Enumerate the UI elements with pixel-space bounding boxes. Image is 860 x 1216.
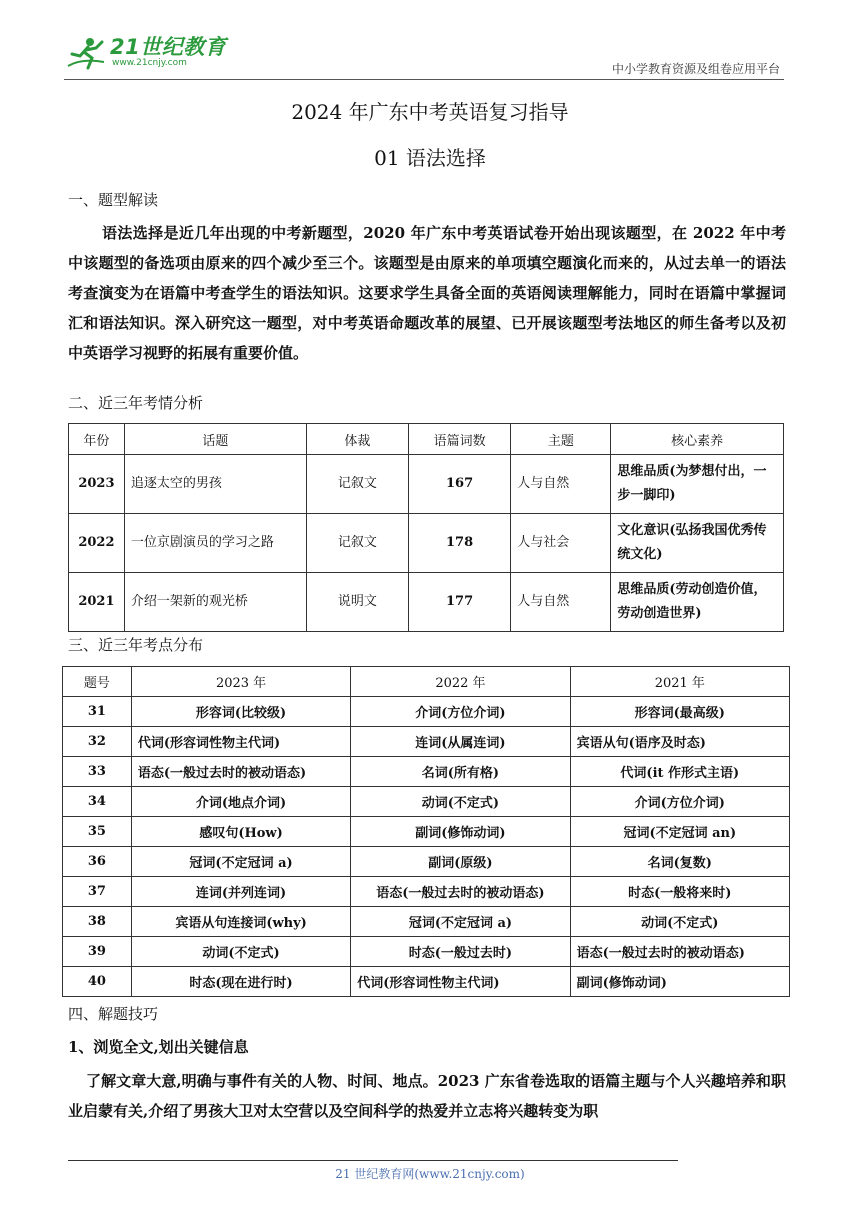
footer-text: 21 世纪教育网(www.21cnjy.com) xyxy=(335,1167,525,1181)
header-topic: 话题 xyxy=(124,424,306,455)
table-row xyxy=(69,455,784,514)
cell-2023: 形容词(比较级) xyxy=(131,697,350,727)
cell-literacy: 思维品质(劳动创造价值，劳动创造世界) xyxy=(611,573,784,632)
table-row xyxy=(69,514,784,573)
header-literacy: 核心素养 xyxy=(611,424,784,455)
cell-2022: 冠词(不定冠词 a) xyxy=(351,907,570,937)
header-divider xyxy=(64,79,784,80)
cell-year: 2023 xyxy=(69,455,125,514)
site-logo xyxy=(64,36,226,76)
header-2021: 2021 年 xyxy=(570,667,789,697)
cell-genre: 记叙文 xyxy=(306,455,408,514)
section-1-heading: 一、题型解读 xyxy=(68,191,159,209)
cell-2022: 语态(一般过去时的被动语态) xyxy=(351,877,570,907)
cell-num: 31 xyxy=(63,697,132,727)
cell-2022: 副词(修饰动词) xyxy=(351,817,570,847)
table-row xyxy=(63,877,790,907)
section-4-paragraph: 了解文章大意,明确与事件有关的人物、时间、地点。2023 广东省卷选取的语篇主题与个人兴趣培养和职业启蒙有关,介绍了男孩大卫对太空营以及空间科学的热爱并立志将兴趣转变为职 xyxy=(68,1072,786,1120)
cell-2021: 代词(it 作形式主语) xyxy=(570,757,789,787)
cell-topic: 一位京剧演员的学习之路 xyxy=(124,514,306,573)
cell-genre: 说明文 xyxy=(306,573,408,632)
cell-num: 37 xyxy=(63,877,132,907)
logo-main-text: 21世纪教育 xyxy=(110,35,227,59)
cell-2023: 宾语从句连接词(why) xyxy=(131,907,350,937)
table-row xyxy=(63,967,790,997)
cell-topic: 追逐太空的男孩 xyxy=(124,455,306,514)
table-row xyxy=(63,817,790,847)
cell-2023: 介词(地点介词) xyxy=(131,787,350,817)
cell-words: 178 xyxy=(408,514,510,573)
cell-literacy: 文化意识(弘扬我国优秀传统文化) xyxy=(611,514,784,573)
exam-points-table xyxy=(62,666,790,997)
cell-2021: 副词(修饰动词) xyxy=(570,967,789,997)
table-row xyxy=(63,907,790,937)
document-title: 2024 年广东中考英语复习指导 xyxy=(291,100,569,124)
cell-2023: 连词(并列连词) xyxy=(131,877,350,907)
table-row xyxy=(63,847,790,877)
cell-words: 167 xyxy=(408,455,510,514)
cell-2022: 时态(一般过去时) xyxy=(351,937,570,967)
section-2-heading: 二、近三年考情分析 xyxy=(68,394,204,412)
cell-num: 38 xyxy=(63,907,132,937)
header-2022: 2022 年 xyxy=(351,667,570,697)
table-header-row xyxy=(63,667,790,697)
cell-2022: 介词(方位介词) xyxy=(351,697,570,727)
runner-logo-icon xyxy=(64,36,108,76)
exam-analysis-table xyxy=(68,423,784,632)
page-header xyxy=(64,32,784,80)
cell-2021: 语态(一般过去时的被动语态) xyxy=(570,937,789,967)
cell-literacy: 思维品质(为梦想付出，一步一脚印) xyxy=(611,455,784,514)
logo-url-text: www.21cnjy.com xyxy=(112,58,187,68)
table-row xyxy=(63,697,790,727)
cell-year: 2021 xyxy=(69,573,125,632)
cell-words: 177 xyxy=(408,573,510,632)
cell-2023: 语态(一般过去时的被动语态) xyxy=(131,757,350,787)
cell-topic: 介绍一架新的观光桥 xyxy=(124,573,306,632)
cell-num: 34 xyxy=(63,787,132,817)
cell-num: 40 xyxy=(63,967,132,997)
cell-year: 2022 xyxy=(69,514,125,573)
header-genre: 体裁 xyxy=(306,424,408,455)
cell-num: 35 xyxy=(63,817,132,847)
cell-2022: 名词(所有格) xyxy=(351,757,570,787)
cell-2022: 副词(原级) xyxy=(351,847,570,877)
cell-2023: 冠词(不定冠词 a) xyxy=(131,847,350,877)
cell-genre: 记叙文 xyxy=(306,514,408,573)
cell-2023: 感叹句(How) xyxy=(131,817,350,847)
cell-2023: 代词(形容词性物主代词) xyxy=(131,727,350,757)
cell-2021: 名词(复数) xyxy=(570,847,789,877)
cell-2022: 动词(不定式) xyxy=(351,787,570,817)
footer-divider xyxy=(68,1160,678,1161)
cell-theme: 人与自然 xyxy=(511,573,611,632)
cell-num: 36 xyxy=(63,847,132,877)
cell-2023: 动词(不定式) xyxy=(131,937,350,967)
table-row xyxy=(63,787,790,817)
table-row xyxy=(63,727,790,757)
cell-2021: 时态(一般将来时) xyxy=(570,877,789,907)
header-2023: 2023 年 xyxy=(131,667,350,697)
header-theme: 主题 xyxy=(511,424,611,455)
section-4-subheading: 1、浏览全文,划出关键信息 xyxy=(68,1038,249,1056)
cell-num: 32 xyxy=(63,727,132,757)
table-row xyxy=(63,937,790,967)
cell-2023: 时态(现在进行时) xyxy=(131,967,350,997)
cell-num: 39 xyxy=(63,937,132,967)
table-row xyxy=(63,757,790,787)
platform-label: 中小学教育资源及组卷应用平台 xyxy=(611,62,780,76)
cell-num: 33 xyxy=(63,757,132,787)
cell-2021: 动词(不定式) xyxy=(570,907,789,937)
cell-2022: 代词(形容词性物主代词) xyxy=(351,967,570,997)
cell-2021: 介词(方位介词) xyxy=(570,787,789,817)
cell-2021: 宾语从句(语序及时态) xyxy=(570,727,789,757)
table-header-row xyxy=(69,424,784,455)
cell-theme: 人与自然 xyxy=(511,455,611,514)
section-3-heading: 三、近三年考点分布 xyxy=(68,636,204,654)
header-words: 语篇词数 xyxy=(408,424,510,455)
table-row xyxy=(69,573,784,632)
document-subtitle: 01 语法选择 xyxy=(374,146,486,170)
cell-2021: 冠词(不定冠词 an) xyxy=(570,817,789,847)
cell-2022: 连词(从属连词) xyxy=(351,727,570,757)
section-1-paragraph: 语法选择是近几年出现的中考新题型，2020 年广东中考英语试卷开始出现该题型，在 2022 年中考中该题型的备选项由原来的四个减少至三个。该题型是由原来的单项填空题演化而来的，从过去单一的语法考查演变为在语篇中考查学生的语法知识。这要求学生具备全面的英语阅读理解能力，同时在语篇中掌握词汇和语法知识。深入研究这一题型，对中考英语命题改革的展望、已开展该题型考法地区的师生备考以及初中英语学习视野的拓展有重要价值。 xyxy=(68,224,786,362)
cell-2021: 形容词(最高级) xyxy=(570,697,789,727)
header-question-number: 题号 xyxy=(63,667,132,697)
cell-theme: 人与社会 xyxy=(511,514,611,573)
section-4-heading: 四、解题技巧 xyxy=(68,1005,159,1023)
header-year: 年份 xyxy=(69,424,125,455)
